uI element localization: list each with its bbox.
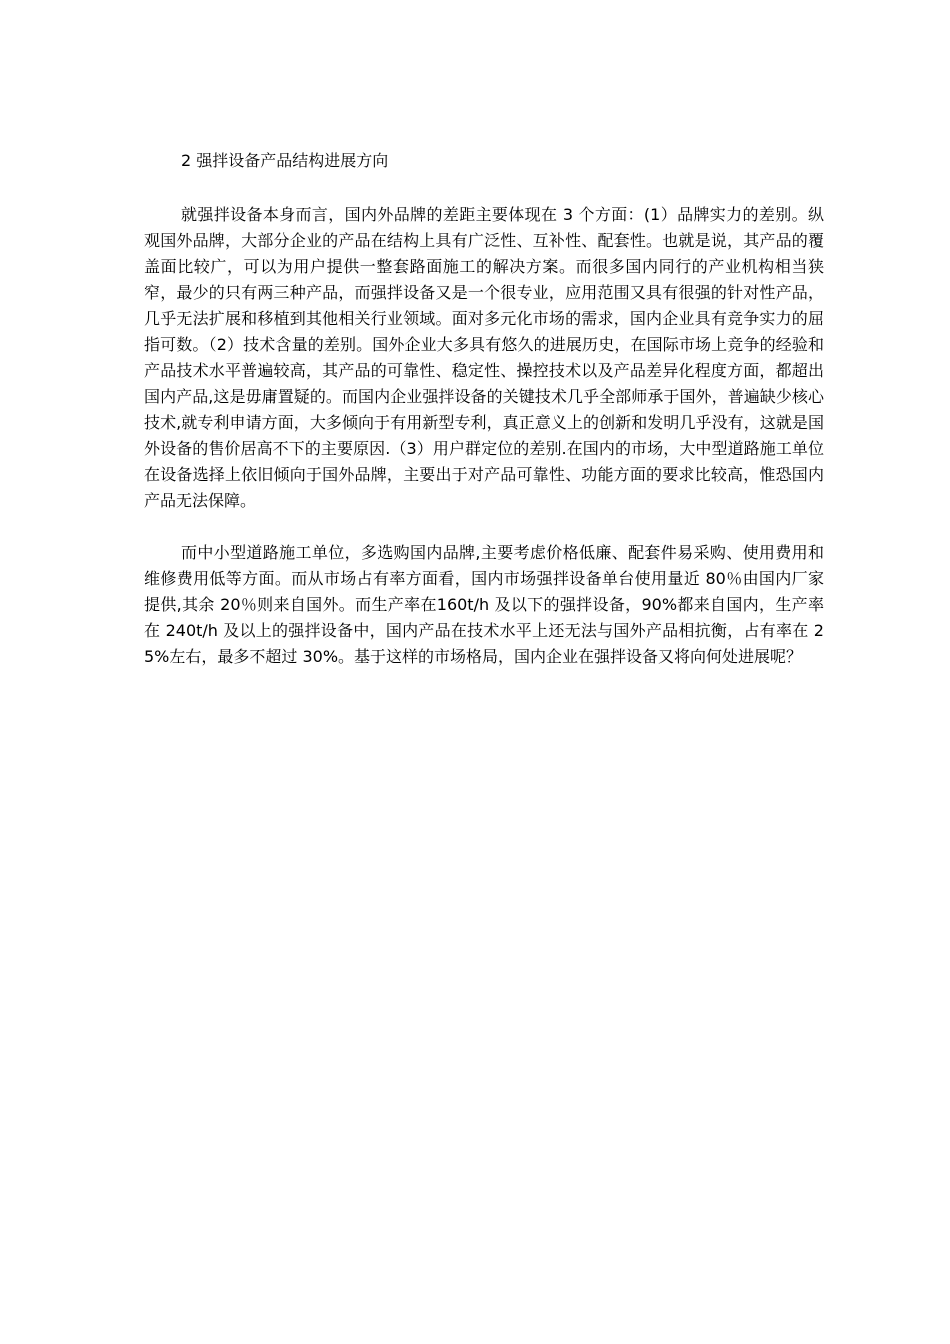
paragraph-2: 而中小型道路施工单位，多选购国内品牌,主要考虑价格低廉、配套件易采购、使用费用和维修费用低等方面。而从市场占有率方面看，国内市场强拌设备单台使用量近 80％由国内厂家提供,其余 20％则来自国外。而生产率在160t/h 及以下的强拌设备，90%都来自国内，生产率在 240t/h 及以上的强拌设备中，国内产品在技术水平上还无法与国外产品相抗衡，占有率在 25%左右，最多不超过 30%。基于这样的市场格局，国内企业在强拌设备又将向何处进展呢？: [144, 543, 824, 666]
document-body: [144, 148, 824, 670]
paragraph-1: 就强拌设备本身而言，国内外品牌的差距主要体现在 3 个方面：(1）品牌实力的差别。纵观国外品牌，大部分企业的产品在结构上具有广泛性、互补性、配套性。也就是说，其产品的覆盖面比较广，可以为用户提供一整套路面施工的解决方案。而很多国内同行的产业机构相当狭窄，最少的只有两三种产品，而强拌设备又是一个很专业，应用范围又具有很强的针对性产品，几乎无法扩展和移植到其他相关行业领域。面对多元化市场的需求，国内企业具有竞争实力的屈指可数。（2）技术含量的差别。国外企业大多具有悠久的进展历史，在国际市场上竞争的经验和产品技术水平普遍较高，其产品的可靠性、稳定性、操控技术以及产品差异化程度方面，都超出国内产品,这是毋庸置疑的。而国内企业强拌设备的关键技术几乎全部师承于国外，普遍缺少核心技术,就专利申请方面，大多倾向于有用新型专利，真正意义上的创新和发明几乎没有，这就是国外设备的售价居高不下的主要原因.（3）用户群定位的差别.在国内的市场，大中型道路施工单位在设备选择上依旧倾向于国外品牌，主要出于对产品可靠性、功能方面的要求比较高，惟恐国内产品无法保障。: [144, 205, 824, 510]
section-heading: 2 强拌设备产品结构进展方向: [181, 151, 389, 170]
